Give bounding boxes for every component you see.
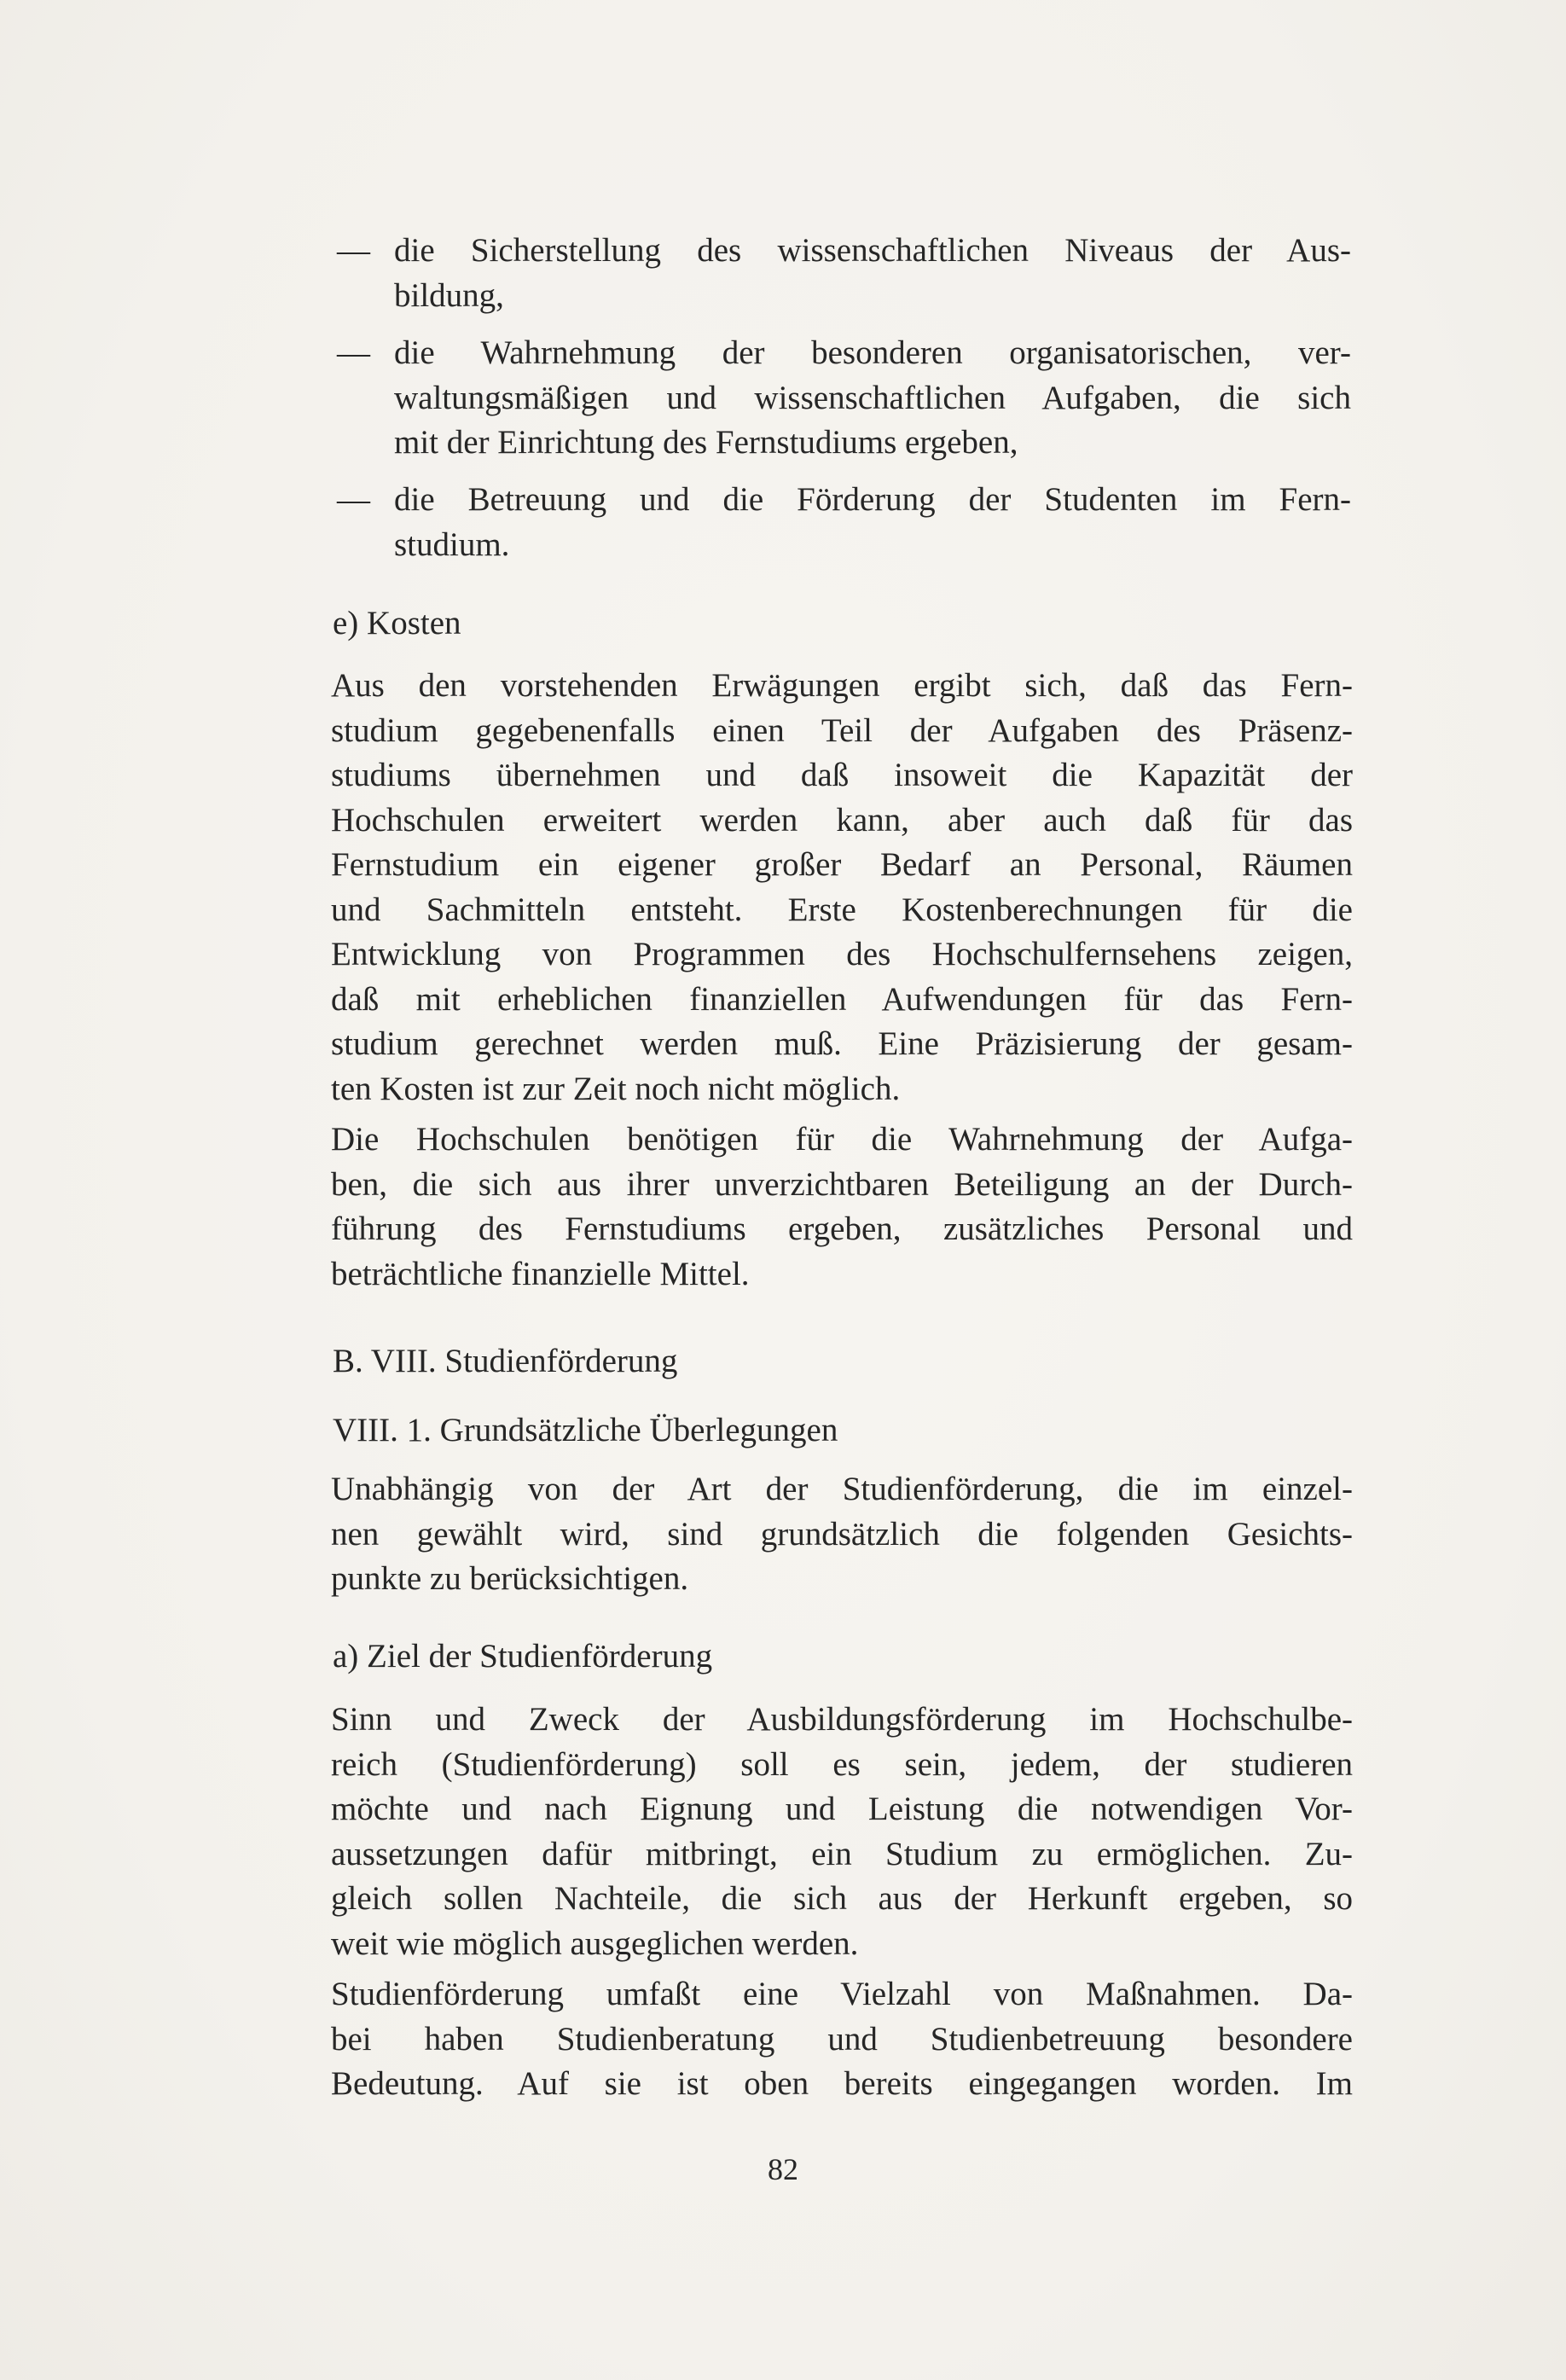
text-line: punkte zu berücksichtigen.: [331, 1560, 689, 1597]
text-line: waltungsmäßigen und wissenschaftlichen Aufgaben, die sich: [394, 379, 1351, 416]
subchapter-heading-grundsaetzliche: VIII. 1. Grundsätzliche Überlegungen: [333, 1412, 838, 1448]
bullet-text: [394, 229, 1351, 318]
text-line: Sinn und Zweck der Ausbildungsförderung im Hochschulbe-: [331, 1701, 1353, 1738]
text-line: reich (Studienförderung) soll es sein, jedem, der studieren: [331, 1745, 1353, 1783]
text-line: studium gerechnet werden muß. Eine Präzisierung der gesam-: [331, 1025, 1353, 1062]
paragraph-kosten-1: [331, 664, 1353, 1112]
text-line: Unabhängig von der Art der Studienförderung, die im einzel-: [331, 1471, 1353, 1507]
text-line: Aus den vorstehenden Erwägungen ergibt sich, daß das Fern-: [331, 667, 1353, 704]
text-line: studium.: [394, 525, 510, 563]
paragraph-kosten-2: [331, 1117, 1353, 1297]
text-line: beträchtliche finanzielle Mittel.: [331, 1255, 750, 1292]
text-line: und Sachmitteln entsteht. Erste Kostenberechnungen für die: [331, 891, 1353, 928]
text-line: Hochschulen erweitert werden kann, aber auch daß für das: [331, 801, 1353, 839]
text-line: bei haben Studienberatung und Studienbetreuung besondere: [331, 2020, 1353, 2058]
bullet-text: [394, 331, 1351, 466]
section-heading-kosten: e) Kosten: [333, 605, 461, 641]
text-line: Die Hochschulen benötigen für die Wahrnehmung der Aufga-: [331, 1121, 1353, 1158]
text-line: die Wahrnehmung der besonderen organisatorischen, ver-: [394, 334, 1351, 371]
text-line: weit wie möglich ausgeglichen werden.: [331, 1924, 859, 1962]
bullet-dash: —: [337, 481, 370, 518]
text-line: Studienförderung umfaßt eine Vielzahl von Maßnahmen. Da-: [331, 1976, 1353, 2012]
text-line: mit der Einrichtung des Fernstudiums ergeben,: [394, 424, 1018, 461]
text-line: daß mit erheblichen finanziellen Aufwendungen für das Fern-: [331, 980, 1353, 1018]
bullet-dash: —: [337, 334, 370, 371]
text-line: führung des Fernstudiums ergeben, zusätzliches Personal und: [331, 1210, 1353, 1247]
text-line: Fernstudium ein eigener großer Bedarf an Personal, Räumen: [331, 846, 1353, 883]
text-line: die Sicherstellung des wissenschaftlichen Niveaus der Aus-: [394, 232, 1351, 269]
text-line: studiums übernehmen und daß insoweit die Kapazität der: [331, 757, 1353, 793]
section-heading-ziel: a) Ziel der Studienförderung: [333, 1638, 713, 1675]
bullet-text: [394, 478, 1351, 567]
text-line: bildung,: [394, 276, 504, 314]
text-line: die Betreuung und die Förderung der Studenten im Fern-: [394, 481, 1351, 518]
text-line: aussetzungen dafür mitbringt, ein Studium zu ermöglichen. Zu-: [331, 1835, 1353, 1872]
text-line: studium gegebenenfalls einen Teil der Aufgaben des Präsenz-: [331, 711, 1353, 749]
text-line: Entwicklung von Programmen des Hochschulfernsehens zeigen,: [331, 936, 1353, 972]
paragraph-ziel-2: [331, 1972, 1353, 2107]
paragraph-ziel-1: [331, 1698, 1353, 1966]
text-line: ten Kosten ist zur Zeit noch nicht möglich.: [331, 1070, 901, 1107]
paragraph-grundsaetzliche: [331, 1467, 1353, 1602]
text-line: ben, die sich aus ihrer unverzichtbaren Beteiligung an der Durch-: [331, 1165, 1353, 1203]
text-line: Bedeutung. Auf sie ist oben bereits eingegangen worden. Im: [331, 2065, 1353, 2102]
chapter-heading-studienfoerderung: B. VIII. Studienförderung: [333, 1343, 678, 1379]
page-number: 82: [768, 2152, 798, 2186]
text-line: nen gewählt wird, sind grundsätzlich die folgenden Gesichts-: [331, 1515, 1353, 1553]
bullet-dash: —: [337, 232, 370, 269]
text-line: gleich sollen Nachteile, die sich aus der Herkunft ergeben, so: [331, 1880, 1353, 1917]
text-line: möchte und nach Eignung und Leistung die notwendigen Vor-: [331, 1791, 1353, 1827]
